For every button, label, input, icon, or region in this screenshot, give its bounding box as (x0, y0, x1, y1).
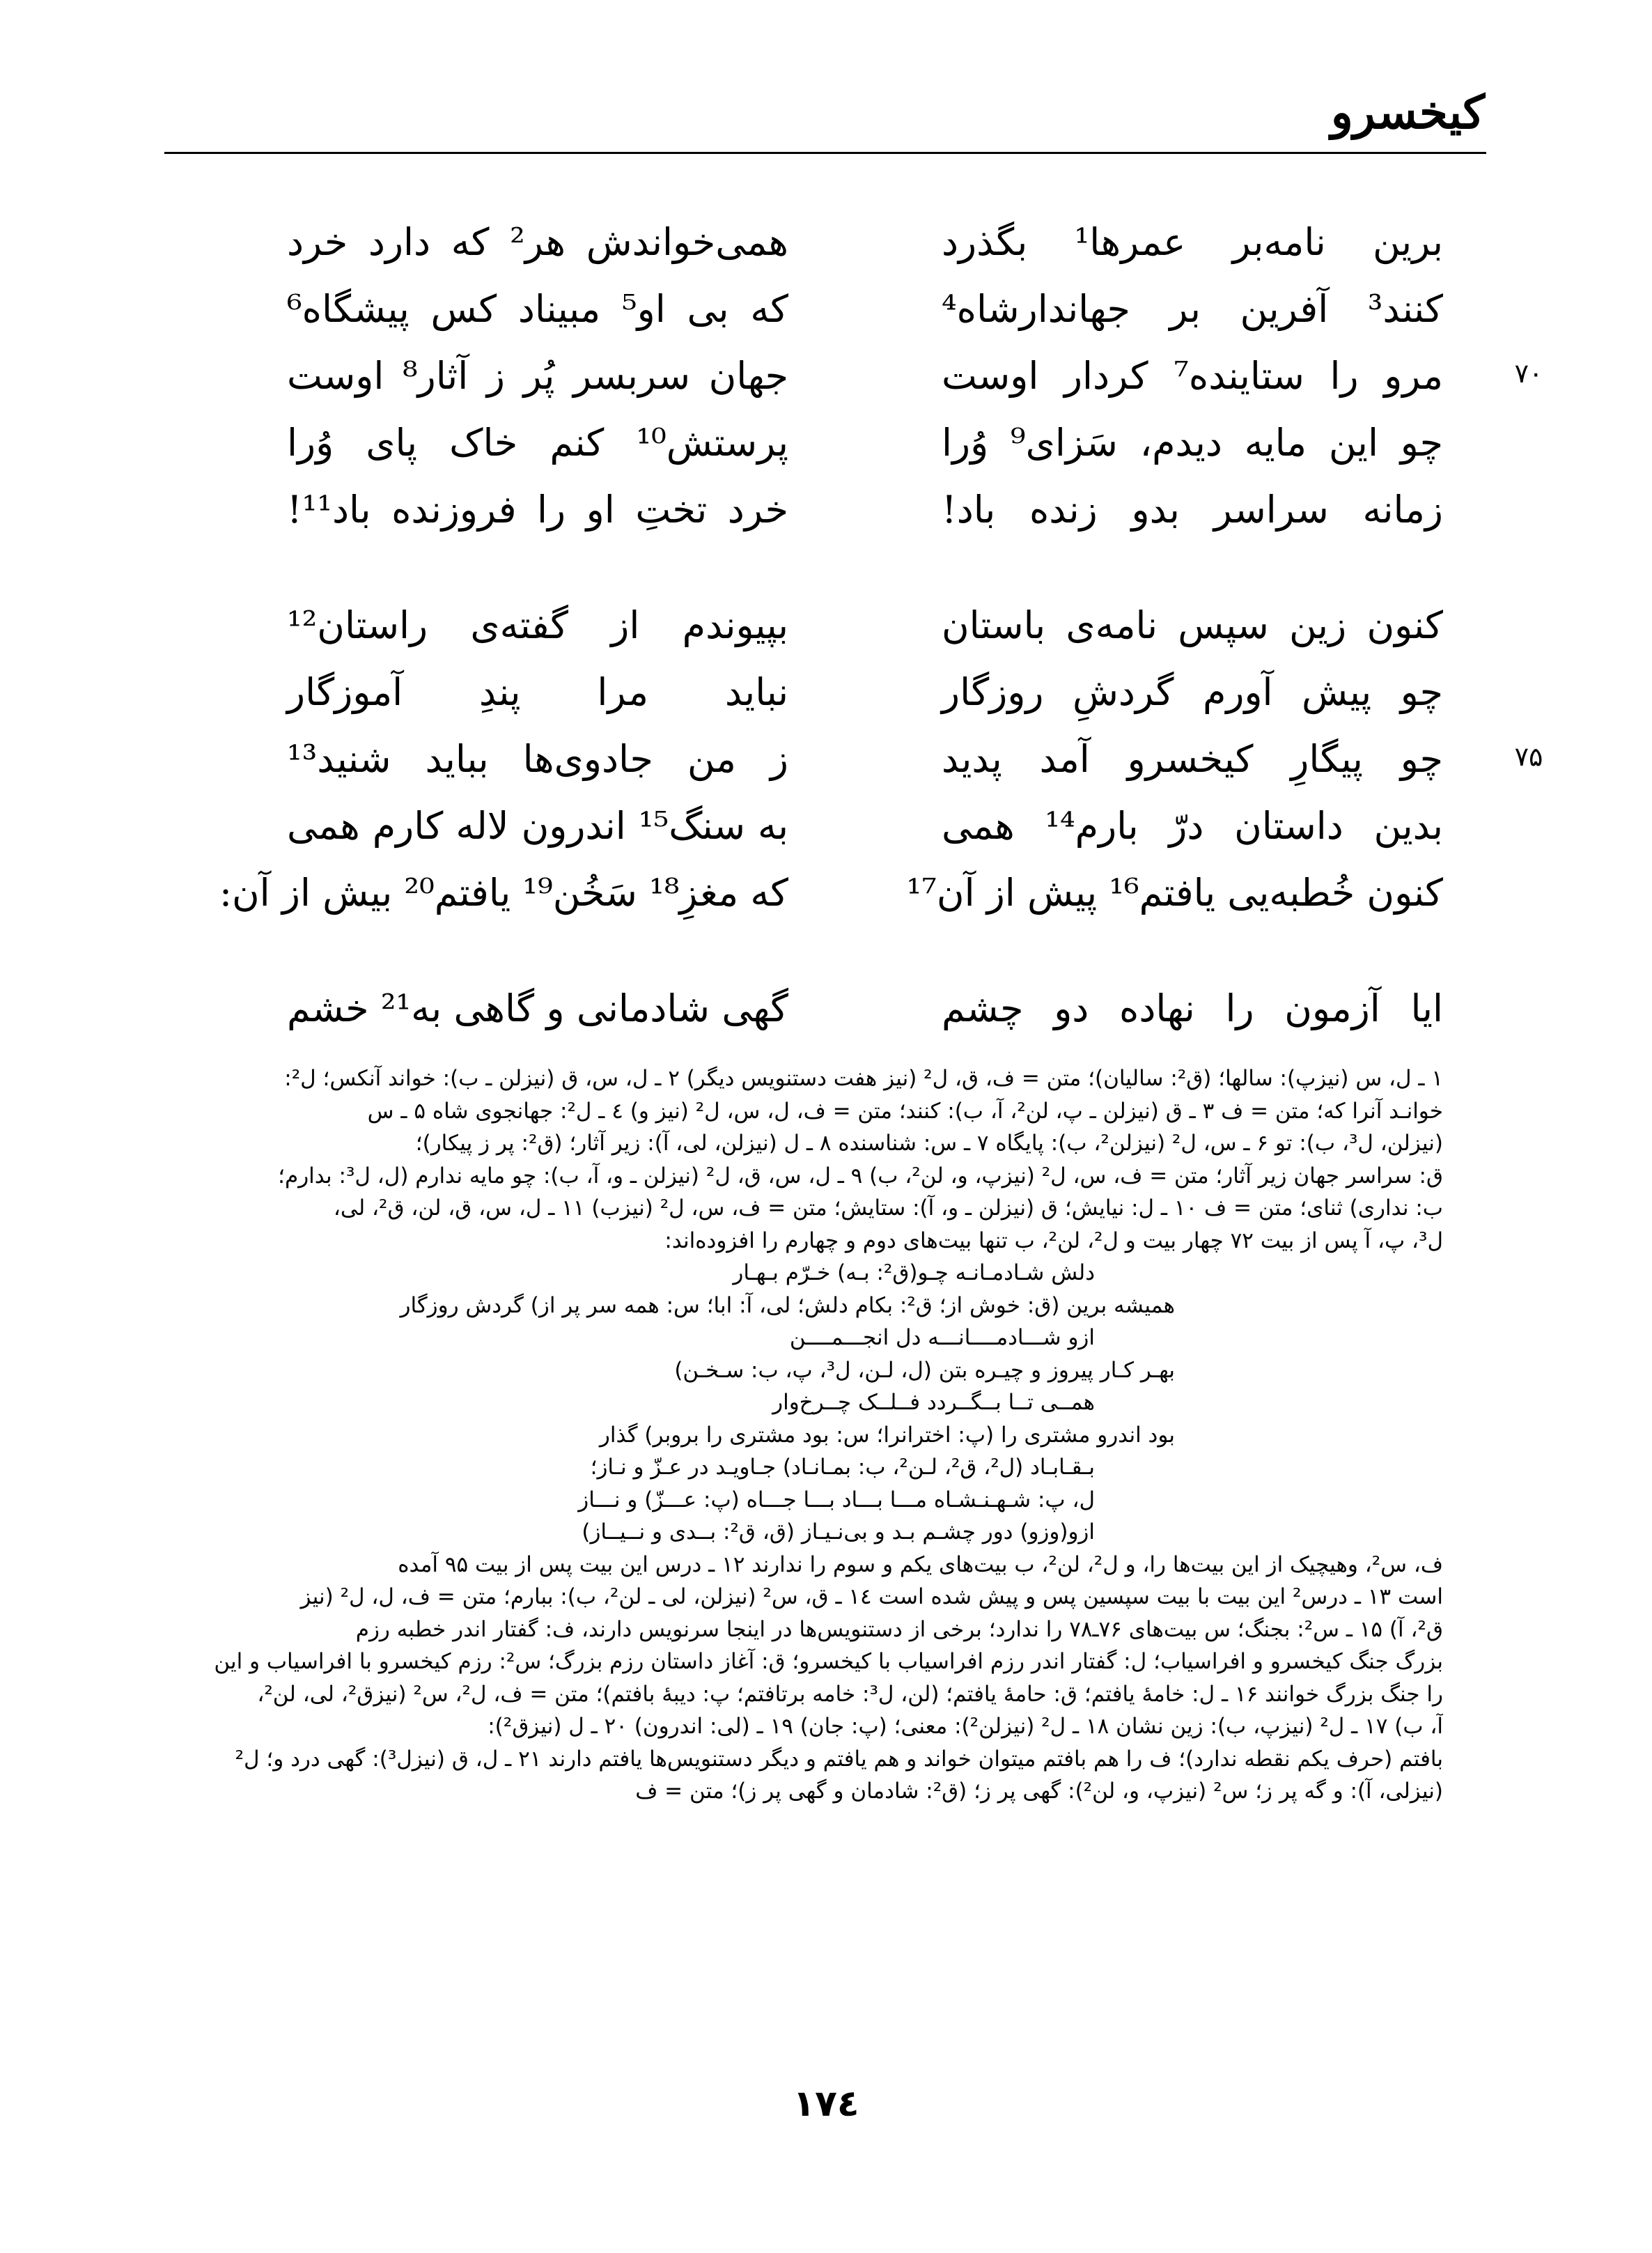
hemistich-right: چو این مایه دیدم، سَزای⁹ وُرا (942, 421, 1443, 465)
footnote-line: ۱ ـ ل، س (نیزپ): سالها؛ (ق²: سالیان)؛ متن = ف، ق، ل² (نیز هفت دستنویس دیگر) ۲ ـ ل، س، ق (نیزلن ـ ب): خواند آنکس؛ ل²: (284, 1066, 1443, 1091)
beyt-row (265, 726, 1543, 793)
footnote-line: ف، س²، وهیچیک از این بیت‌ها را، و ل²، لن²، ب بیت‌های یکم و سوم را ندارند ۱۲ ـ درس این بیت پس از بیت ۹۵ آمده (398, 1551, 1443, 1577)
hemistich-right: برین نامه‌بر عمرها¹ بگذرد (942, 220, 1444, 264)
footnote-line: همــی تــا بــگــردد فــلــک چــرخ‌وار (772, 1390, 1095, 1415)
footnote-line: آ، ب) ۱۷ ـ ل² (نیزپ، ب): زین نشان ۱۸ ـ ل² (نیزلن²): معنی؛ (پ: جان) ۱۹ ـ (لی: اندرون) ۲۰ ـ ل (نیزق²): (488, 1714, 1443, 1739)
beyt-row (265, 276, 1443, 343)
beyt-row (265, 592, 1443, 659)
footnote-line: همیشه برین (ق: خوش از؛ ق²: بکام دلش؛ لی، آ: ابا؛ س: همه سر پر از) گردش روزگار (400, 1292, 1175, 1318)
beyt-row (265, 793, 1443, 860)
hemistich-right: ایا آزمون را نهاده دو چشم (942, 986, 1443, 1030)
footnotes-section (199, 1062, 1443, 1808)
hemistich-right: زمانه سراسر بدو زنده باد! (942, 488, 1443, 532)
beyt-row (265, 343, 1543, 410)
hemistich-left: نباید مرا پندِ آموزگار (287, 670, 788, 714)
footnote-line: ل³، پ، آ پس از بیت ۷۲ چهار بیت و ل²، لن²، ب تنها بیت‌های دوم و چهارم را افزوده‌اند: (664, 1228, 1443, 1253)
beyt-row (265, 410, 1443, 477)
footnote-line: است ۱۳ ـ درس² این بیت با بیت سپسین پس و پیش شده است ١٤ ـ ق، س² (نیزلن، لی ـ لن²، ب): ببارم؛ متن = ف، ل، ل² (نیز (300, 1584, 1443, 1609)
beyt-row (265, 477, 1443, 543)
beyt-row (219, 860, 1443, 927)
footnote-line: بود اندرو مشتری را (پ: اختر‌انرا؛ س: بود مشتری را بروبر) گذار (599, 1422, 1175, 1448)
beyt-row (265, 209, 1443, 276)
footnote-line: ق²، آ) ۱۵ ـ س²: بجنگ؛ س بیت‌های ۷۶ـ۷۸ را ندارد؛ برخی از دستنویس‌ها در اینجا سرنویس دارند، ف: گفتار اندر خطبه رزم (355, 1616, 1443, 1642)
footnote-line: ب: نداری) ثنای؛ متن = ف ۱۰ ـ ل: نیایش؛ ق (نیزلن ـ و، آ): ستایش؛ متن = ف، س، ل² (نیزب) ۱۱ ـ ل، س، ق، لن، ق²، لی، (333, 1195, 1443, 1221)
footnote-line: (نیزلن، ل³، ب): تو ۶ ـ س، ل² (نیزلن²، ب): پایگاه ۷ ـ س: شناسنده ۸ ـ ل (نیزلن، لی، آ): زیر آثار؛ (ق²: پر ز پیکار)؛ (415, 1131, 1443, 1156)
footnote-line: را جنگ بزرگ خوانند ۱۶ ـ ل: خامهٔ یافتم؛ ق: حامهٔ یافتم؛ (لن، ل³: خامه برتافتم؛ پ: دیبهٔ بافتم)؛ متن = ف، ل²، س² (نیزق²، لی، لن²، (257, 1681, 1443, 1707)
footnote-line: ازو(وزو) دور چشـم بـد و بی‌نـیـاز (ق، ق²: بــدی و نــیــاز) (582, 1519, 1095, 1544)
hemistich-right: چو پیگارِ کیخسرو آمد پدید (942, 737, 1443, 781)
footnote-line: بهـر کـار پیروز و چیـره بتن (ل، لـن، ل³، پ، ب: سـخـن) (674, 1357, 1175, 1383)
header-rule (164, 152, 1486, 154)
hemistich-left: که مغزِ¹⁸ سَخُن¹⁹ یافتم²⁰ بیش از آن: (219, 871, 788, 915)
stanza (265, 975, 1443, 1042)
page-number: ١٧٤ (793, 2083, 859, 2125)
stanza (265, 209, 1543, 543)
hemistich-left: همی‌خواندش هر² که دارد خرد (287, 220, 788, 264)
beyt-row (265, 975, 1443, 1042)
footnote-line: خوانـد آنرا که؛ متن = ف ۳ ـ ق (نیزلن ـ پ، لن²، آ، ب): کنند؛ متن = ف، ل، س، ل² (نیز و) ٤ ـ ل²: جهانجوی شاه ۵ ـ س (367, 1098, 1443, 1124)
hemistich-left: پرستش¹⁰ کنم خاک پای وُرا (287, 421, 788, 465)
verse-section (219, 209, 1543, 1091)
footnote-line: ل، پ: شـهـنـشـاه مـــا بـــاد بـــا جـــاه (پ: عـــزّ) و نـــاز (578, 1487, 1095, 1512)
hemistich-left: ز من جادوی‌ها بباید شنید¹³ (287, 737, 788, 781)
footnote-line: (نیزلی، آ): و گه پر ز؛ س² (نیزپ، و، لن²): گهی پر ز؛ (ق²: شادمان و گهی پر ز)؛ متن = ف (635, 1779, 1443, 1804)
hemistich-right: کنون خُطبه‌یی یافتم¹⁶ پیش از آن¹⁷ (906, 871, 1443, 915)
hemistich-left: بپیوندم از گفته‌ی راستان¹² (287, 603, 788, 647)
hemistich-right: بدین داستان درّ بارم¹⁴ همی (942, 804, 1443, 848)
hemistich-left: گهی شادمانی و گاهی به²¹ خشم (287, 986, 788, 1030)
hemistich-left: خرد تختِ او را فروزنده باد¹¹! (287, 488, 788, 532)
hemistich-right: مرو را ستاینده⁷ کردار اوست (942, 354, 1443, 398)
hemistich-right: چو پیش آورم گردشِ روزگار (942, 670, 1443, 714)
hemistich-left: به سنگ¹⁵ اندرون لاله کارم همی (287, 804, 788, 848)
footnote-line: ازو شـــادمــــانـــه دل انجـــمــــن (789, 1325, 1095, 1350)
footnote-line: بافتم (حرف یکم نقطه ندارد)؛ ف را هم بافتم میتوان خواند و هم یافتم و دیگر دستنویس‌ها یافتم دارند ۲۱ ـ ل، ق (نیزل³): گهی درد و؛ ل² (235, 1746, 1443, 1772)
hemistich-right: کنون زین سپس نامه‌ی باستان (942, 603, 1443, 647)
verse-number: ۷۰ (1514, 358, 1543, 389)
hemistich-left: جهان سربسر پُر ز آثار⁸ اوست (287, 354, 789, 398)
footnote-line: بـقـابـاد (ل²، ق²، لـن²، ب: بمـانـاد) جـاویـد در عـزّ و نـاز؛ (590, 1455, 1095, 1480)
footnote-line: ق: سراسر جهان زیر آثار؛ متن = ف، س، ل² (نیزپ، و، لن²، ب) ۹ ـ ل، س، ق، ل² (نیزلن ـ و، آ، ب): چو مایه ندارم (ل، ل³: بدارم؛ (278, 1163, 1443, 1189)
stanza (219, 592, 1543, 927)
verse-number: ۷۵ (1514, 741, 1543, 772)
footnote-line: دلش شـادمـانـه چـو(ق²: بـه) خـرّم بـهـار (733, 1260, 1095, 1285)
beyt-row (265, 659, 1443, 726)
hemistich-right: کنند³ آفرین بر جهاندارشاه⁴ (942, 287, 1443, 331)
footnote-line: بزرگ جنگ کیخسرو و افراسیاب؛ ل: گفتار اندر رزم افراسیاب با کیخسرو؛ ق: آغاز داستان رزم بزرگ؛ س²: رزم کیخسرو با افراسیاب و این (214, 1649, 1443, 1674)
hemistich-left: که بی او⁵ مبیناد کس پیشگاه⁶ (287, 287, 789, 331)
running-title: کیخسرو (1330, 85, 1485, 139)
